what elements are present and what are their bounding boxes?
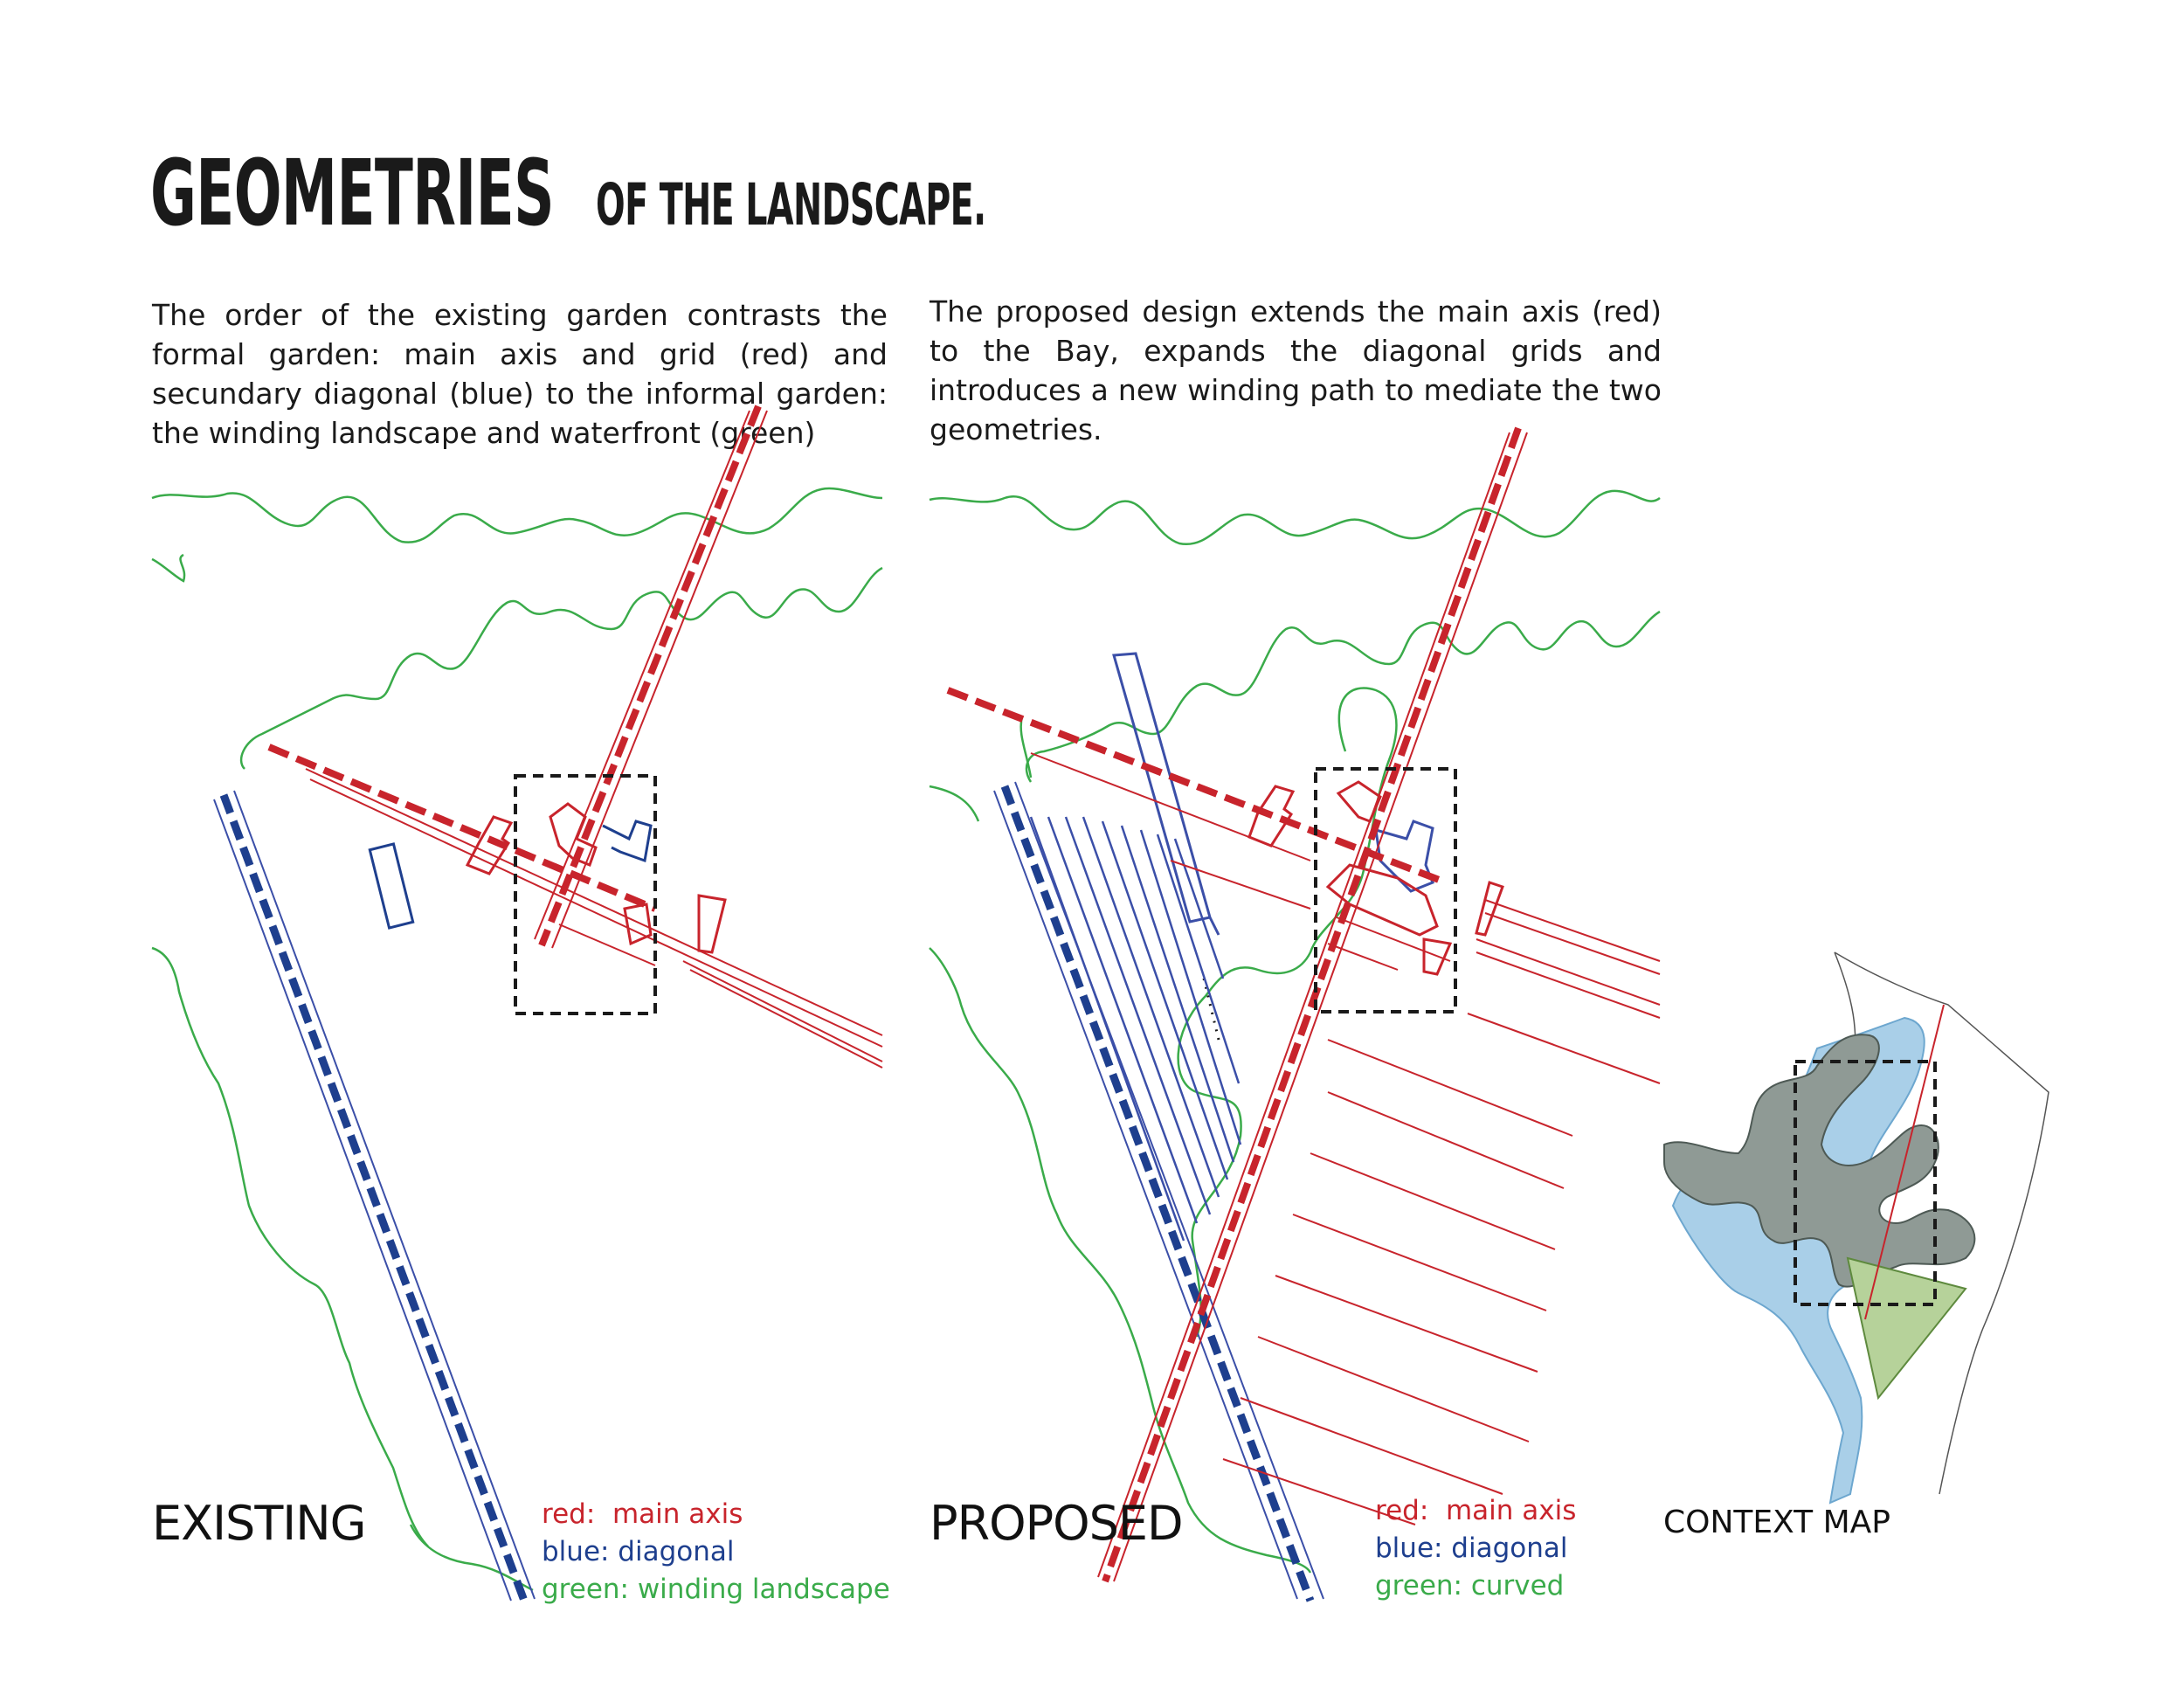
existing-blue-rect xyxy=(370,844,412,928)
context-map xyxy=(1664,952,2049,1503)
existing-description: The order of the existing garden contrasts the formal garden: main axis and grid (red) and secundary diagonal (blue) to the informal garden: the winding landscape and waterfront (green) xyxy=(152,298,888,450)
context-map-label: CONTEXT MAP xyxy=(1663,1505,1890,1540)
proposed-legend-red: red: main axis xyxy=(1375,1495,1577,1526)
proposed-blue-spine xyxy=(1114,654,1219,935)
existing-green-shoreline-left xyxy=(152,555,184,581)
existing-red-main-axis-outline xyxy=(535,411,767,948)
existing-green-inner-curve xyxy=(241,568,882,769)
proposed-red-cross-axis xyxy=(948,690,1446,882)
proposed-diagram xyxy=(930,428,1660,1601)
existing-legend-red: red: main axis xyxy=(542,1498,743,1530)
existing-legend-blue: blue: diagonal xyxy=(542,1536,735,1567)
existing-legend xyxy=(542,1496,890,1608)
proposed-green-shoreline-top xyxy=(930,491,1660,544)
proposed-description: The proposed design extends the main axis (red) to the Bay, expands the diagonal grids and introduces a new winding path to mediate the two geometries. xyxy=(930,294,1662,446)
existing-legend-green: green: winding landscape xyxy=(542,1574,890,1605)
existing-focus-frame xyxy=(515,776,655,1013)
existing-red-cross-axis xyxy=(269,747,655,909)
proposed-label: PROPOSED xyxy=(930,1496,1183,1551)
proposed-legend-blue: blue: diagonal xyxy=(1375,1532,1568,1564)
proposed-blue-grid xyxy=(1031,817,1241,1241)
existing-green-shoreline-top xyxy=(152,488,882,543)
existing-green-left-edge xyxy=(152,948,428,1546)
title-rest: OF THE LANDSCAPE. xyxy=(596,171,986,239)
existing-label: EXISTING xyxy=(152,1496,366,1551)
proposed-blue-diagonal xyxy=(1005,786,1310,1601)
existing-diagram xyxy=(152,406,882,1601)
proposed-legend-green: green: curved xyxy=(1375,1570,1565,1602)
existing-green-bottom xyxy=(411,1525,533,1590)
existing-red-grid xyxy=(306,769,882,1068)
existing-blue-diagonal xyxy=(224,795,524,1601)
existing-blue-building xyxy=(603,821,651,861)
title-main: GEOMETRIES xyxy=(150,140,554,246)
existing-red-main-axis xyxy=(542,406,758,945)
proposed-legend xyxy=(1375,1492,1576,1605)
context-map-meadow xyxy=(1848,1258,1966,1398)
existing-red-buildings xyxy=(467,804,725,952)
